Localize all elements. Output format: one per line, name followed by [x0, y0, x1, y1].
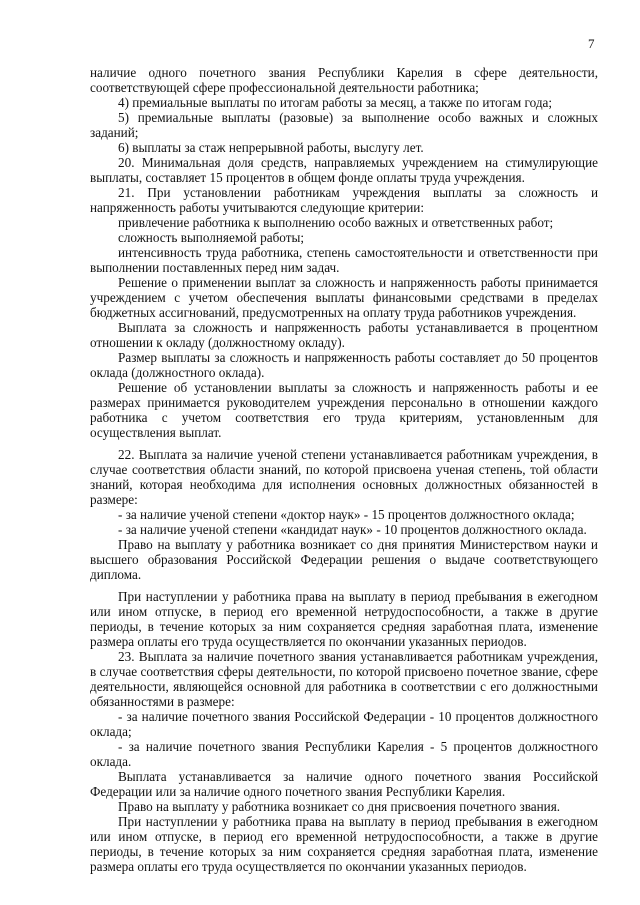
paragraph: - за наличие почетного звания Республики Карелия - 5 процентов должностного оклада.: [90, 739, 598, 769]
paragraph: привлечение работника к выполнению особо важных и ответственных работ;: [118, 215, 554, 230]
page-number: 7: [588, 36, 595, 51]
paragraph: 5) премиальные выплаты (разовые) за выполнение особо важных и сложных заданий;: [90, 110, 598, 140]
paragraph: 6) выплаты за стаж непрерывной работы, выслугу лет.: [118, 140, 424, 155]
document-body: [90, 65, 598, 874]
paragraph: 20. Минимальная доля средств, направляемых учреждением на стимулирующие выплаты, составляет 15 процентов в общем фонде оплаты труда учреждения.: [90, 155, 598, 185]
paragraph: 22. Выплата за наличие ученой степени устанавливается работникам учреждения, в случае соответствия области знаний, по которой присвоена ученая степень, той области знаний, которая необходима для исполнения основных должностных обязанностей в размере:: [90, 447, 598, 507]
paragraph: Право на выплату у работника возникает со дня присвоения почетного звания.: [118, 799, 561, 814]
paragraph: Выплата устанавливается за наличие одного почетного звания Российской Федерации или за наличие одного почетного звания Республики Карелия.: [90, 769, 598, 799]
paragraph: наличие одного почетного звания Республики Карелия в сфере деятельности, соответствующей сфере профессиональной деятельности работника;: [90, 65, 598, 95]
paragraph: 21. При установлении работникам учреждения выплаты за сложность и напряженность работы учитываются следующие критерии:: [90, 185, 598, 215]
paragraph: - за наличие ученой степени «доктор наук» - 15 процентов должностного оклада;: [118, 507, 575, 522]
paragraph: сложность выполняемой работы;: [118, 230, 304, 245]
paragraph: Выплата за сложность и напряженность работы устанавливается в процентном отношении к окладу (должностному окладу).: [90, 320, 598, 350]
paragraph: интенсивность труда работника, степень самостоятельности и ответственности при выполнении поставленных перед ним задач.: [90, 245, 598, 275]
paragraph: - за наличие ученой степени «кандидат наук» - 10 процентов должностного оклада.: [118, 522, 587, 537]
paragraph: При наступлении у работника права на выплату в период пребывания в ежегодном или ином отпуске, в период его временной нетрудоспособности, а также в другие периоды, в течение которых за ним сохраняется средняя заработная плата, изменение размера оплаты его труда осуществляется по окончании указанных периодов.: [90, 589, 598, 649]
paragraph: 23. Выплата за наличие почетного звания устанавливается работникам учреждения, в случае соответствия сферы деятельности, по которой присвоено почетное звание, сфере деятельности, являющейся основной для работника в соответствии с его должностными обязанностями в размере:: [90, 649, 598, 709]
paragraph: 4) премиальные выплаты по итогам работы за месяц, а также по итогам года;: [118, 95, 553, 110]
paragraph: - за наличие почетного звания Российской Федерации - 10 процентов должностного оклада;: [90, 709, 598, 739]
paragraph: Решение об установлении выплаты за сложность и напряженность работы и ее размерах принимается руководителем учреждения персонально в отношении каждого работника с учетом соответствия его труда критериям, установленным для осуществления выплат.: [90, 380, 598, 440]
paragraph: Право на выплату у работника возникает со дня принятия Министерством науки и высшего образования Российской Федерации решения о выдаче соответствующего диплома.: [90, 537, 598, 582]
paragraph: При наступлении у работника права на выплату в период пребывания в ежегодном или ином отпуске, в период его временной нетрудоспособности, а также в другие периоды, в течение которых за ним сохраняется средняя заработная плата, изменение размера оплаты его труда осуществляется по окончании указанных периодов.: [90, 814, 598, 874]
paragraph: Размер выплаты за сложность и напряженность работы составляет до 50 процентов оклада (должностного оклада).: [90, 350, 598, 380]
paragraph: Решение о применении выплат за сложность и напряженность работы принимается учреждением с учетом обеспечения выплаты финансовыми средствами в пределах бюджетных ассигнований, предусмотренных на оплату труда работников учреждения.: [90, 275, 598, 320]
